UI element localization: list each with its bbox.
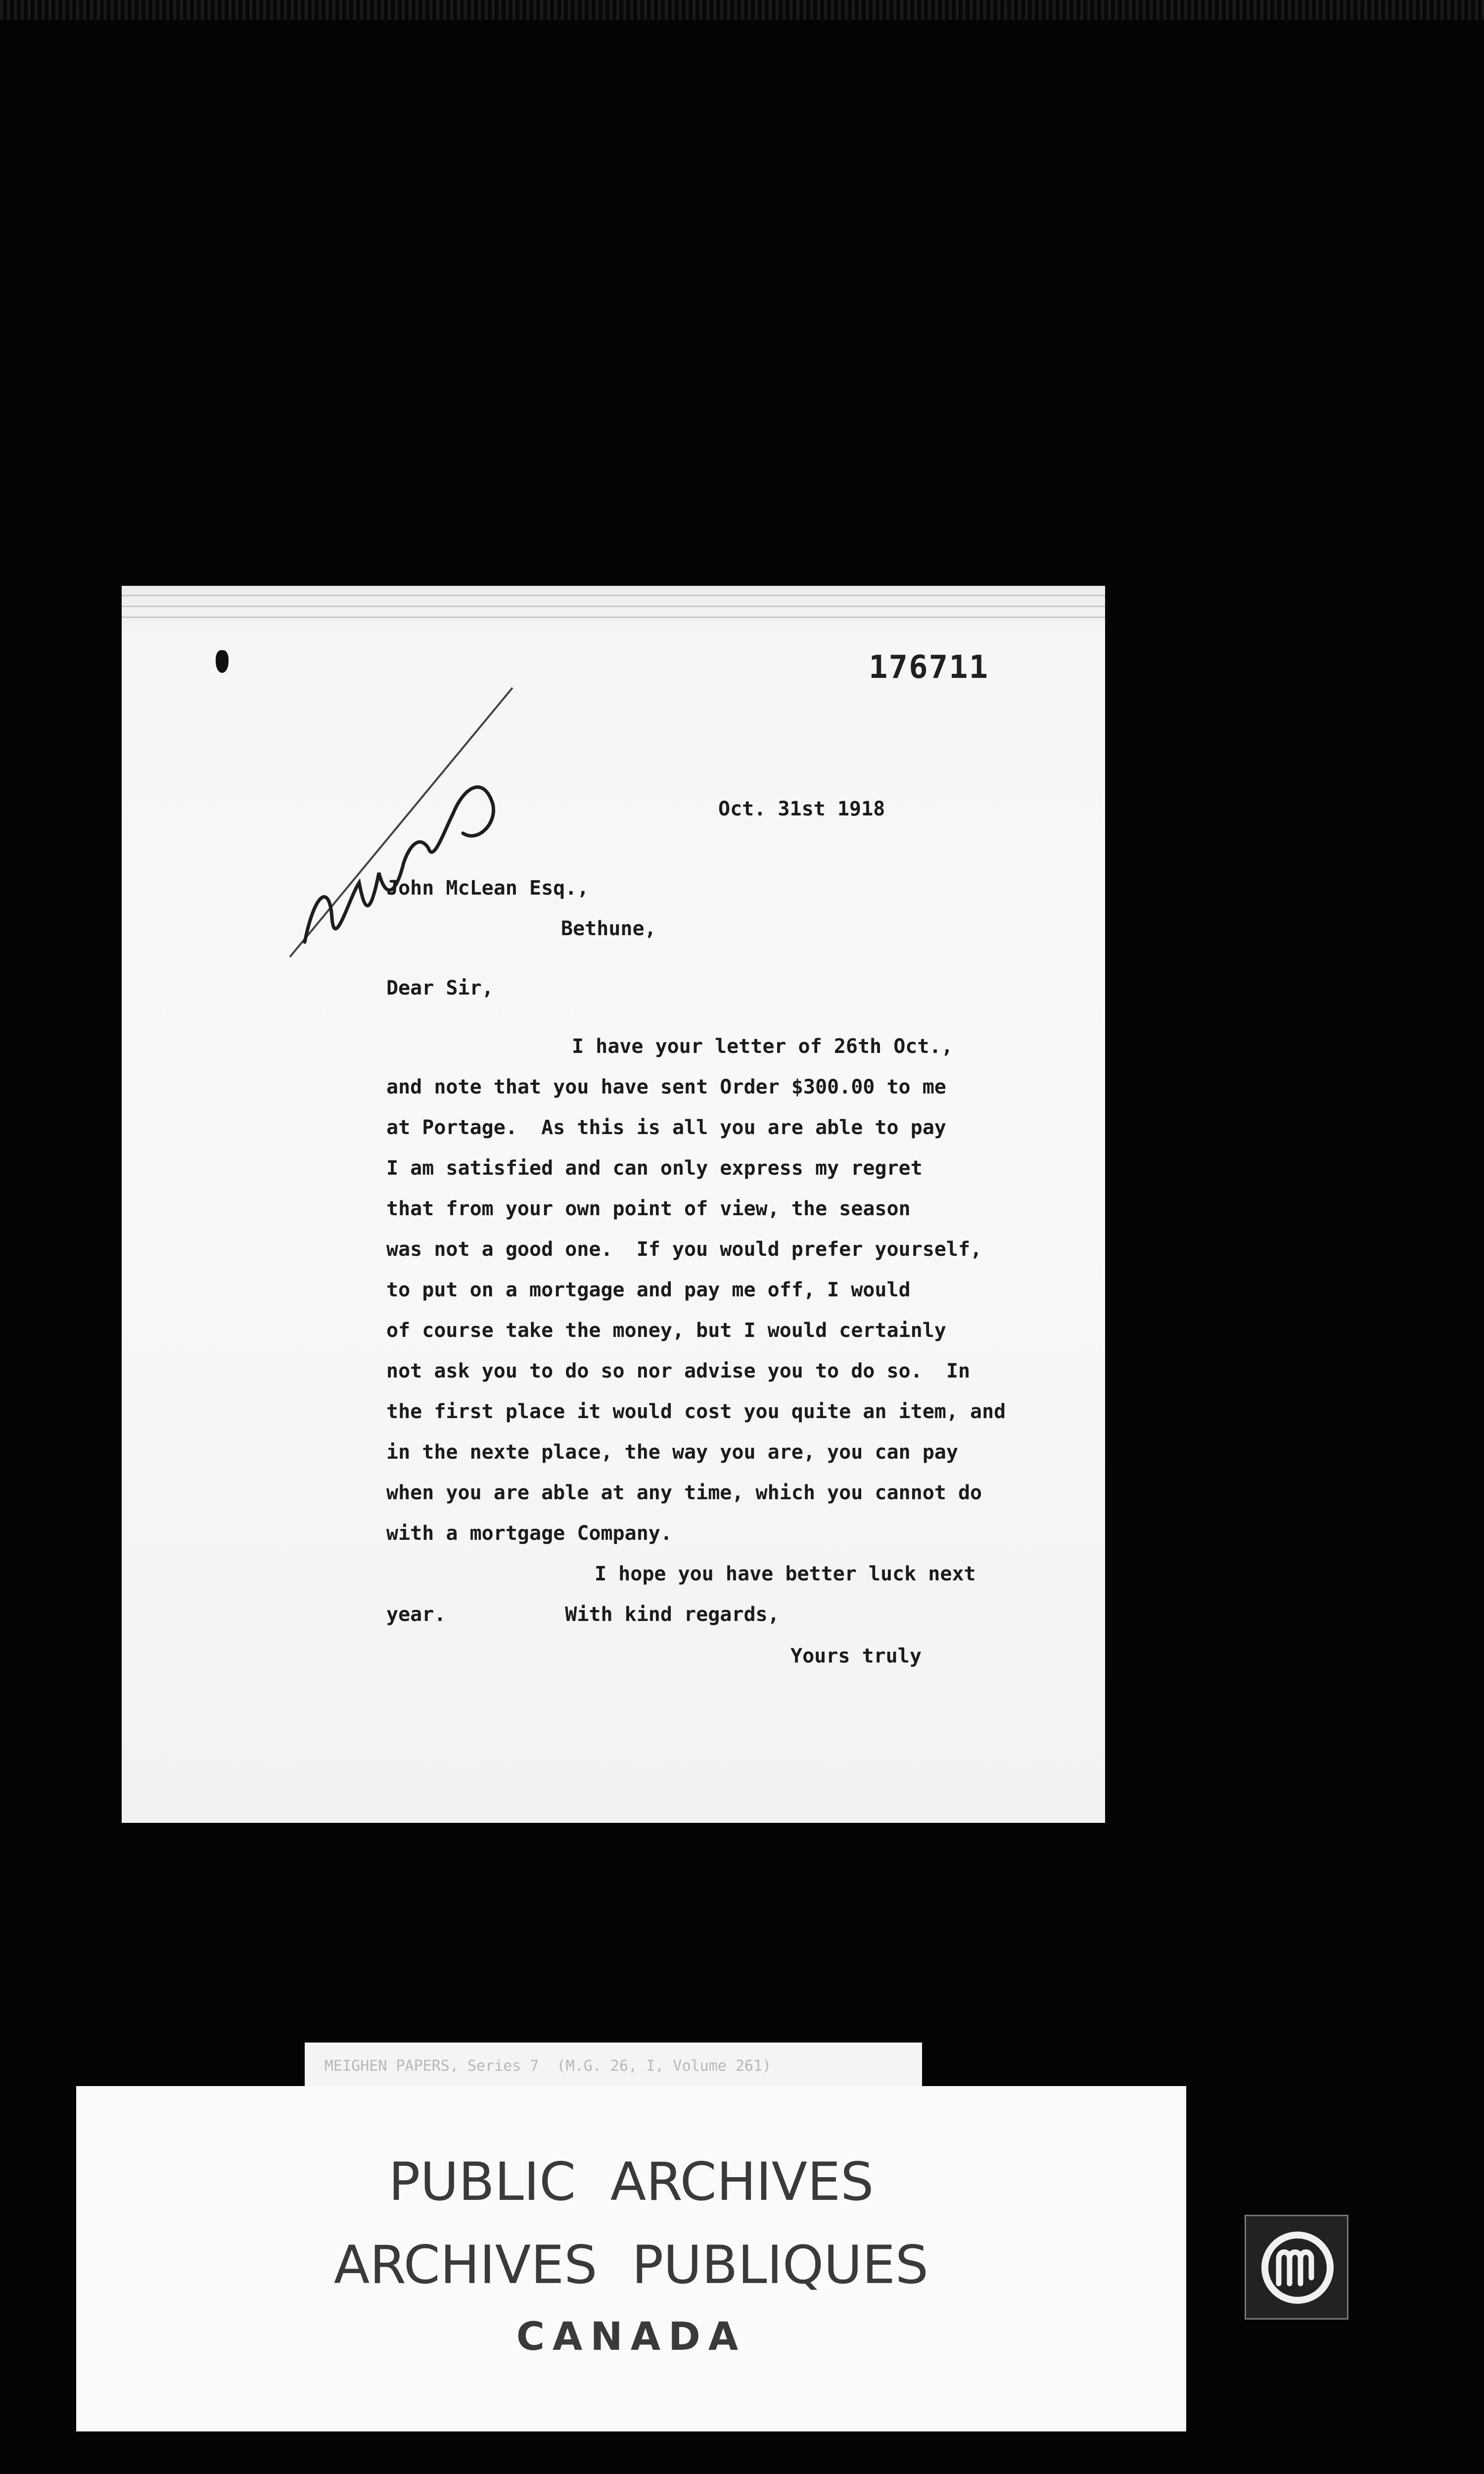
page-rule	[122, 606, 1105, 607]
body-line: at Portage. As this is all you are able to pay	[386, 1116, 946, 1139]
archives-canada-logo-icon	[1245, 2215, 1348, 2320]
body-line: I have your letter of 26th Oct.,	[572, 1035, 953, 1058]
body-line: when you are able at any time, which you cannot do	[386, 1481, 982, 1504]
body-line: I hope you have better luck next	[595, 1563, 976, 1585]
body-line: that from your own point of view, the season	[386, 1197, 911, 1220]
body-line: not ask you to do so nor advise you to do so. In	[386, 1360, 971, 1382]
body-line: I am satisfied and can only express my regret	[386, 1157, 923, 1180]
collection-reference: MEIGHEN PAPERS, Series 7 (M.G. 26, I, Volume 261)	[325, 2057, 772, 2075]
salutation: Dear Sir,	[386, 977, 494, 999]
page-rule	[122, 617, 1105, 618]
body-line: was not a good one. If you would prefer yourself,	[386, 1238, 982, 1261]
archives-line-french: ARCHIVES PUBLIQUES	[333, 2235, 929, 2295]
addressee-place: Bethune,	[561, 917, 656, 940]
ink-mark	[216, 650, 229, 673]
logo-emblem-icon	[1258, 2228, 1337, 2307]
archives-line-country: CANADA	[516, 2315, 746, 2359]
archives-line-english: PUBLIC ARCHIVES	[388, 2151, 874, 2212]
body-line: with a mortgage Company.	[386, 1522, 672, 1545]
body-line: and note that you have sent Order $300.00 to me	[386, 1076, 946, 1098]
body-line: to put on a mortgage and pay me off, I would	[386, 1279, 911, 1301]
addressee-name: John McLean Esq.,	[386, 877, 589, 900]
document-number: 176711	[869, 649, 989, 686]
page-rule	[122, 595, 1105, 596]
body-line: year. With kind regards,	[386, 1603, 780, 1626]
letter-page	[122, 586, 1105, 1823]
body-line: the first place it would cost you quite an item, and	[386, 1400, 1006, 1423]
body-line: in the nexte place, the way you are, you can pay	[386, 1441, 958, 1464]
film-edge-top	[0, 0, 1484, 20]
microfilm-reference-tab	[305, 2043, 922, 2087]
body-line: of course take the money, but I would certainly	[386, 1319, 946, 1342]
archives-card	[76, 2086, 1186, 2431]
letter-date: Oct. 31st 1918	[718, 798, 885, 820]
handwritten-answered-note	[285, 685, 522, 962]
letter-closing: Yours truly	[790, 1645, 922, 1667]
